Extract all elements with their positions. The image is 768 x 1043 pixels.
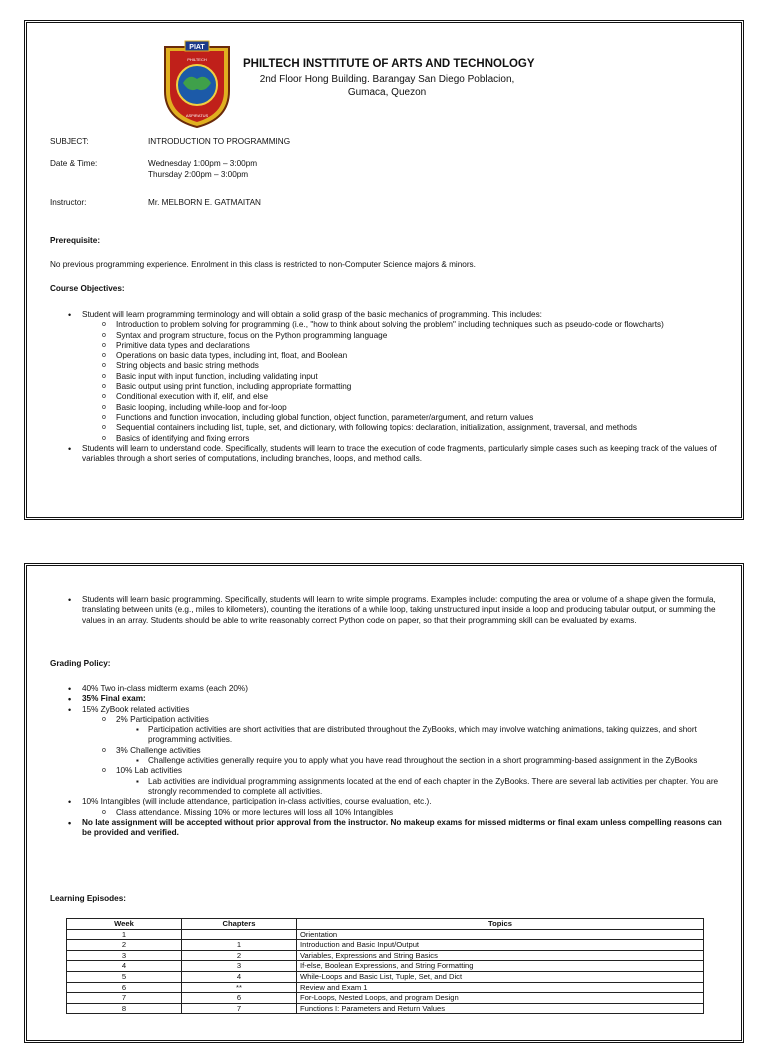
- grading-item: • 15% ZyBook related activities: [82, 705, 722, 715]
- objective-sub-item: o Introduction to problem solving for programming (i.e., "how to think about solving the problem" including techniques such as pseudo-code or flowcharts): [116, 320, 722, 330]
- table-row: [67, 982, 704, 993]
- objective-sub-item: o Basic output using print function, including appropriate formatting: [116, 382, 722, 392]
- objective-sub-item: o Basic input with input function, including validating input: [116, 372, 722, 382]
- objective-item-3-wrap: [82, 595, 722, 626]
- week-cell: 7: [67, 993, 182, 1004]
- objective-sub-item: o Primitive data types and declarations: [116, 341, 722, 351]
- table-row: [67, 1003, 704, 1014]
- address-line-2: Gumaca, Quezon: [347, 87, 427, 98]
- chapter-cell: 1: [182, 940, 297, 951]
- instructor-label: Instructor:: [50, 198, 87, 207]
- week-cell: 1: [67, 929, 182, 940]
- datetime-value-1: Wednesday 1:00pm – 3:00pm: [148, 159, 258, 168]
- chapter-cell: 4: [182, 971, 297, 982]
- grading-list: [82, 684, 722, 838]
- objectives-heading: Course Objectives:: [50, 284, 125, 293]
- table-row: [67, 940, 704, 951]
- objective-sub-item: o String objects and basic string methods: [116, 361, 722, 371]
- grading-sublist: [82, 715, 722, 797]
- week-cell: 3: [67, 950, 182, 961]
- grading-heading: Grading Policy:: [50, 659, 111, 668]
- topic-cell: For-Loops, Nested Loops, and program Design: [297, 993, 704, 1004]
- document-page-1: [24, 20, 744, 520]
- grading-item: • 35% Final exam:: [82, 694, 722, 704]
- school-name: PHILTECH INSTTITUTE OF ARTS AND TECHNOLOGY: [243, 58, 535, 70]
- table-row: [67, 929, 704, 940]
- table-row: [67, 993, 704, 1004]
- school-address: [252, 73, 522, 99]
- topic-cell: If-else, Boolean Expressions, and String Formatting: [297, 961, 704, 972]
- subject-value: INTRODUCTION TO PROGRAMMING: [148, 137, 291, 146]
- chapter-cell: 2: [182, 950, 297, 961]
- week-cell: 8: [67, 1003, 182, 1014]
- week-cell: 2: [67, 940, 182, 951]
- grading-item: • 10% Intangibles (will include attendance, participation in-class activities, course evaluation, etc.).: [82, 797, 722, 807]
- grading-item: • No late assignment will be accepted without prior approval from the instructor. No makeup exams for missed midterms or final exam unless compelling reasons can be provided and verified.: [82, 818, 722, 839]
- topic-cell: While-Loops and Basic List, Tuple, Set, and Dict: [297, 971, 704, 982]
- chapter-cell: 7: [182, 1003, 297, 1014]
- objective-item-1: • Student will learn programming terminology and will obtain a solid grasp of the basic mechanics of programming. This includes:: [82, 310, 722, 320]
- grading-sub-desc: ▪ Challenge activities generally require you to apply what you have read throughout the section in a short programming-based assignment in the ZyBooks: [148, 756, 722, 766]
- document-page-2: [24, 563, 744, 1043]
- topic-cell: Functions I: Parameters and Return Values: [297, 1003, 704, 1014]
- logo-text-motto: ASPIRATUS: [185, 113, 209, 118]
- objectives-list: [82, 310, 722, 464]
- objective-sub-item: o Syntax and program structure, focus on the Python programming language: [116, 331, 722, 341]
- episodes-heading: Learning Episodes:: [50, 894, 126, 903]
- week-cell: 6: [67, 982, 182, 993]
- objective-sub-item: o Operations on basic data types, including int, float, and Boolean: [116, 351, 722, 361]
- table-row: [67, 971, 704, 982]
- objectives-sublist: [82, 320, 722, 444]
- objective-item-2: • Students will learn to understand code. Specifically, students will learn to trace the execution of code fragments, particularly simple cases such as keeping track of the values of variables through a short series of computations, including branches, loops, and method calls.: [82, 444, 722, 465]
- objective-sub-item: o Functions and function invocation, including global function, object function, parameter/argument, and return values: [116, 413, 722, 423]
- grading-sub-item: o Class attendance. Missing 10% or more lectures will loss all 10% Intangibles: [116, 808, 722, 818]
- table-header-row: [67, 919, 704, 930]
- subject-label: SUBJECT:: [50, 137, 89, 146]
- instructor-value: Mr. MELBORN E. GATMAITAN: [148, 198, 261, 207]
- chapter-cell: [182, 929, 297, 940]
- datetime-value-2: Thursday 2:00pm – 3:00pm: [148, 170, 249, 179]
- objective-sub-item: o Conditional execution with if, elif, and else: [116, 392, 722, 402]
- grading-sub-item: o 3% Challenge activities: [116, 746, 722, 756]
- logo-text-philtech: PHILTECH: [187, 57, 207, 62]
- topic-cell: Orientation: [297, 929, 704, 940]
- chapter-cell: 3: [182, 961, 297, 972]
- topic-cell: Review and Exam 1: [297, 982, 704, 993]
- topic-cell: Variables, Expressions and String Basics: [297, 950, 704, 961]
- grading-item: • 40% Two in-class midterm exams (each 20%): [82, 684, 722, 694]
- objective-item-3: • Students will learn basic programming. Specifically, students will learn to write simple programs. Examples include: computing the area or volume of a shape given the formula, translating between units (e.g., miles to kilometers), counting the iterations of a while loop, taking unstructured input inside a loop and producing tabular output, or summing the values in an array. Students should be able to write reasonably correct Python code on paper, so that their programming skill can be evaluated by exams.: [82, 595, 722, 626]
- school-logo: [157, 39, 237, 131]
- grading-sublist-2: [82, 808, 722, 818]
- column-header-chapters: Chapters: [182, 919, 297, 930]
- week-cell: 5: [67, 971, 182, 982]
- chapter-cell: **: [182, 982, 297, 993]
- objective-sub-item: o Basic looping, including while-loop and for-loop: [116, 403, 722, 413]
- grading-sub-item: o 10% Lab activities: [116, 766, 722, 776]
- grading-sub-desc: ▪ Lab activities are individual programming assignments located at the end of each chapter in the ZyBooks. There are several lab activities per chapter. You are strongly recommended to complete all activities.: [148, 777, 722, 798]
- topic-cell: Introduction and Basic Input/Output: [297, 940, 704, 951]
- table-row: [67, 950, 704, 961]
- objective-sub-item: o Basics of identifying and fixing errors: [116, 434, 722, 444]
- objective-sub-item: o Sequential containers including list, tuple, set, and dictionary, with following topics: declaration, initialization, assignment, traversal, and methods: [116, 423, 722, 433]
- chapter-cell: 6: [182, 993, 297, 1004]
- prerequisite-text: No previous programming experience. Enrolment in this class is restricted to non-Computer Science majors & minors.: [50, 260, 476, 269]
- address-line-1: 2nd Floor Hong Building. Barangay San Diego Poblacion,: [259, 74, 515, 85]
- column-header-week: Week: [67, 919, 182, 930]
- table-row: [67, 961, 704, 972]
- logo-text-piat: PIAT: [189, 44, 205, 51]
- grading-sub-desc: ▪ Participation activities are short activities that are distributed throughout the ZyBooks, which may involve watching animations, taking quizzes, and short programming activities.: [148, 725, 722, 746]
- column-header-topics: Topics: [297, 919, 704, 930]
- week-cell: 4: [67, 961, 182, 972]
- datetime-label: Date & Time:: [50, 159, 98, 168]
- episodes-table: [66, 918, 704, 1014]
- grading-sub-item: o 2% Participation activities: [116, 715, 722, 725]
- prerequisite-heading: Prerequisite:: [50, 236, 101, 245]
